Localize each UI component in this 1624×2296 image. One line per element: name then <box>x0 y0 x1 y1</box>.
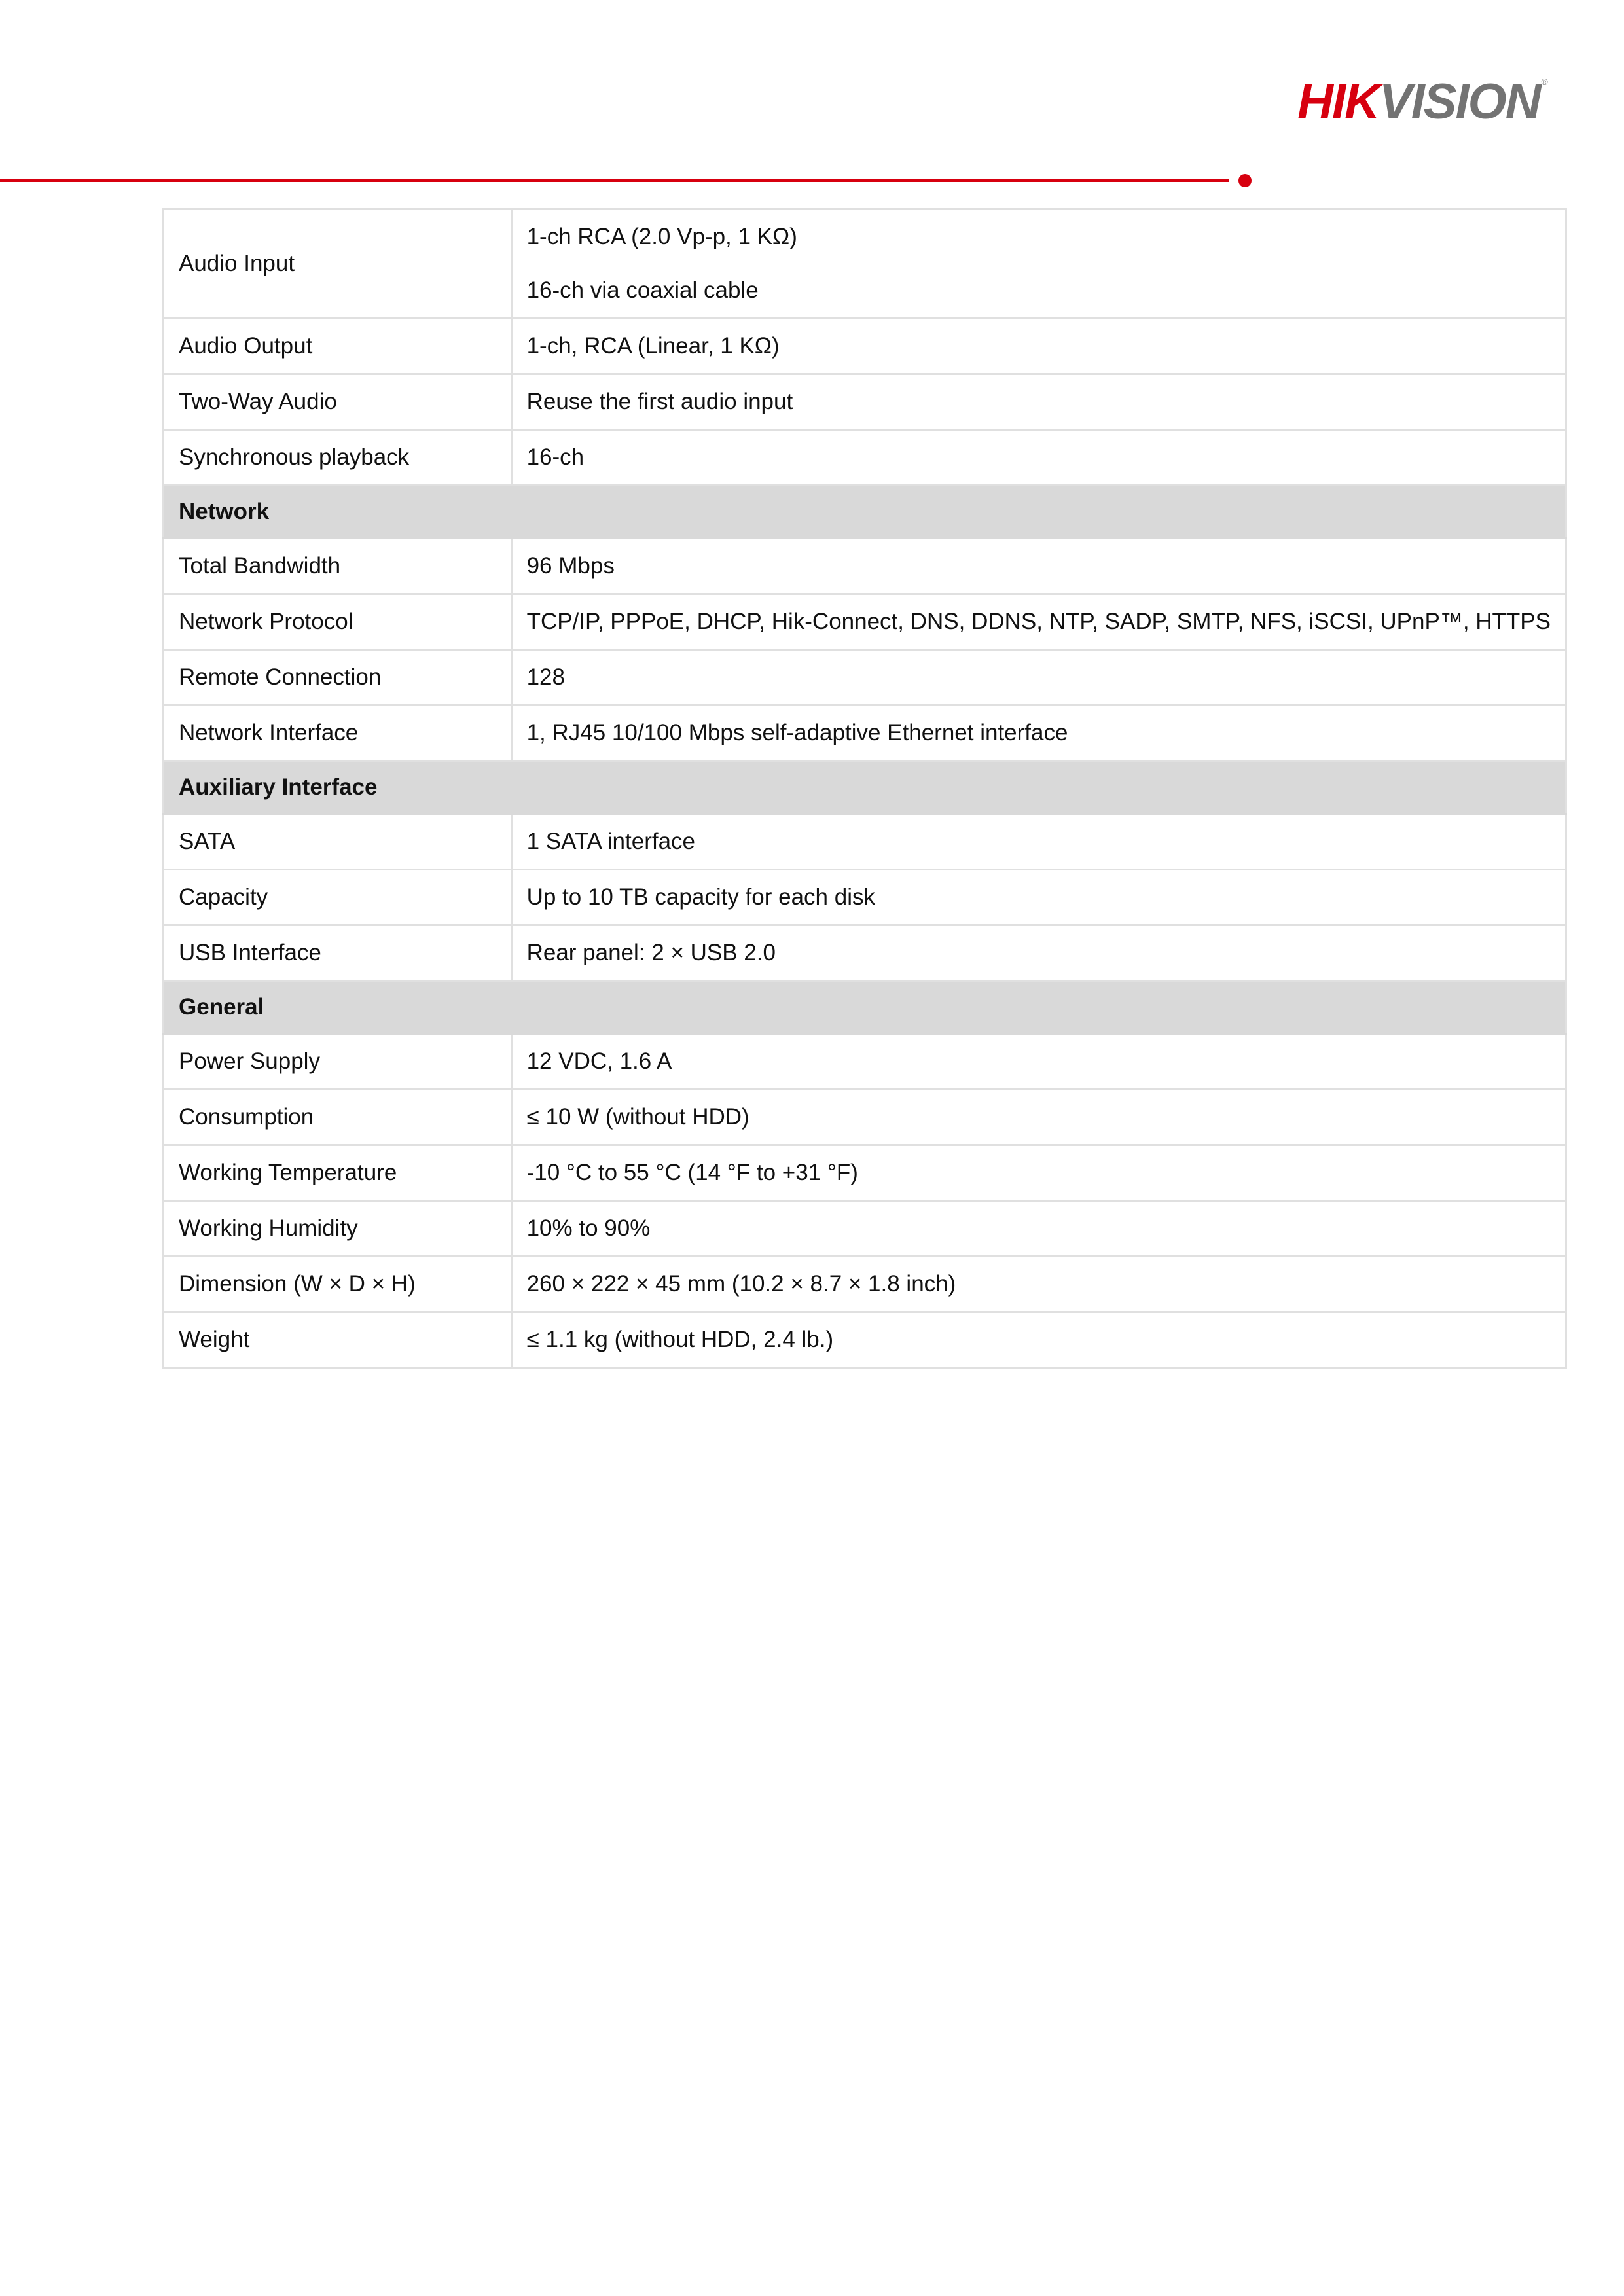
spec-value-cell <box>511 925 1566 981</box>
spec-value-cell <box>511 209 1566 319</box>
spec-key: Network Protocol <box>164 594 512 650</box>
spec-value: 260 × 222 × 45 mm (10.2 × 8.7 × 1.8 inch) <box>526 1271 956 1297</box>
spec-row <box>164 814 1566 870</box>
spec-row <box>164 1257 1566 1312</box>
spec-key: Audio Output <box>164 319 512 374</box>
spec-row <box>164 706 1566 761</box>
spec-value: 96 Mbps <box>526 553 615 579</box>
spec-row <box>164 594 1566 650</box>
spec-value: 1-ch RCA (2.0 Vp-p, 1 KΩ) <box>526 224 797 249</box>
spec-key: Remote Connection <box>164 650 512 706</box>
spec-key: Two-Way Audio <box>164 374 512 430</box>
spec-value: 16-ch <box>526 444 585 470</box>
spec-value-cell <box>511 319 1566 374</box>
spec-key: SATA <box>164 814 512 870</box>
spec-key: USB Interface <box>164 925 512 981</box>
spec-value: 10% to 90% <box>526 1215 651 1241</box>
section-header-row <box>164 981 1566 1034</box>
spec-row <box>164 539 1566 594</box>
registered-mark: ® <box>1541 77 1547 87</box>
spec-key: Audio Input <box>164 209 512 319</box>
spec-row <box>164 430 1566 486</box>
spec-key: Working Humidity <box>164 1201 512 1257</box>
spec-key: Working Temperature <box>164 1145 512 1201</box>
logo-text-red: HIK <box>1297 74 1379 130</box>
spec-value-cell <box>511 1145 1566 1201</box>
spec-key: Consumption <box>164 1090 512 1145</box>
spec-value: 128 <box>526 664 565 690</box>
spec-row <box>164 1034 1566 1090</box>
spec-key: Capacity <box>164 870 512 925</box>
spec-value-cell <box>511 1201 1566 1257</box>
spec-value: 1-ch, RCA (Linear, 1 KΩ) <box>526 333 780 359</box>
spec-value: 12 VDC, 1.6 A <box>526 1049 672 1074</box>
section-title: Network <box>164 486 1566 539</box>
spec-value: ≤ 1.1 kg (without HDD, 2.4 lb.) <box>526 1327 834 1352</box>
spec-row <box>164 1090 1566 1145</box>
spec-value: 1, RJ45 10/100 Mbps self-adaptive Ethernet interface <box>526 720 1068 745</box>
spec-row <box>164 650 1566 706</box>
spec-value-cell <box>511 1034 1566 1090</box>
section-header-row <box>164 761 1566 814</box>
spec-value: TCP/IP, PPPoE, DHCP, Hik-Connect, DNS, DDNS, NTP, SADP, SMTP, NFS, iSCSI, UPnP™, HTTPS <box>526 609 1551 634</box>
spec-value-cell <box>511 374 1566 430</box>
hikvision-logo <box>1297 74 1547 130</box>
logo-text-gray: VISION <box>1379 74 1540 130</box>
spec-row <box>164 319 1566 374</box>
spec-value: Up to 10 TB capacity for each disk <box>526 884 875 910</box>
spec-row <box>164 925 1566 981</box>
spec-value-cell <box>511 1257 1566 1312</box>
spec-key: Dimension (W × D × H) <box>164 1257 512 1312</box>
section-title: General <box>164 981 1566 1034</box>
spec-value-cell <box>511 430 1566 486</box>
spec-value-cell <box>511 539 1566 594</box>
spec-row <box>164 1201 1566 1257</box>
spec-value-cell <box>511 594 1566 650</box>
spec-value: -10 °C to 55 °C (14 °F to +31 °F) <box>526 1160 858 1185</box>
spec-value: ≤ 10 W (without HDD) <box>526 1104 749 1130</box>
spec-value-cell <box>511 1312 1566 1368</box>
header-divider-line <box>0 179 1229 182</box>
spec-value-cell <box>511 1090 1566 1145</box>
spec-value: Rear panel: 2 × USB 2.0 <box>526 940 776 965</box>
section-title: Auxiliary Interface <box>164 761 1566 814</box>
spec-table <box>162 208 1567 1369</box>
spec-row <box>164 1312 1566 1368</box>
spec-value: Reuse the first audio input <box>526 389 793 414</box>
spec-value-cell <box>511 706 1566 761</box>
spec-row <box>164 870 1566 925</box>
spec-key: Power Supply <box>164 1034 512 1090</box>
spec-row <box>164 1145 1566 1201</box>
spec-key: Weight <box>164 1312 512 1368</box>
section-header-row <box>164 486 1566 539</box>
spec-value-cell <box>511 650 1566 706</box>
spec-row <box>164 209 1566 319</box>
spec-value-cell <box>511 870 1566 925</box>
spec-key: Network Interface <box>164 706 512 761</box>
header-divider-dot <box>1238 174 1252 187</box>
spec-row <box>164 374 1566 430</box>
spec-key: Total Bandwidth <box>164 539 512 594</box>
spec-value: 1 SATA interface <box>526 829 696 854</box>
spec-value-cell <box>511 814 1566 870</box>
spec-key: Synchronous playback <box>164 430 512 486</box>
spec-value: 16-ch via coaxial cable <box>526 278 759 303</box>
